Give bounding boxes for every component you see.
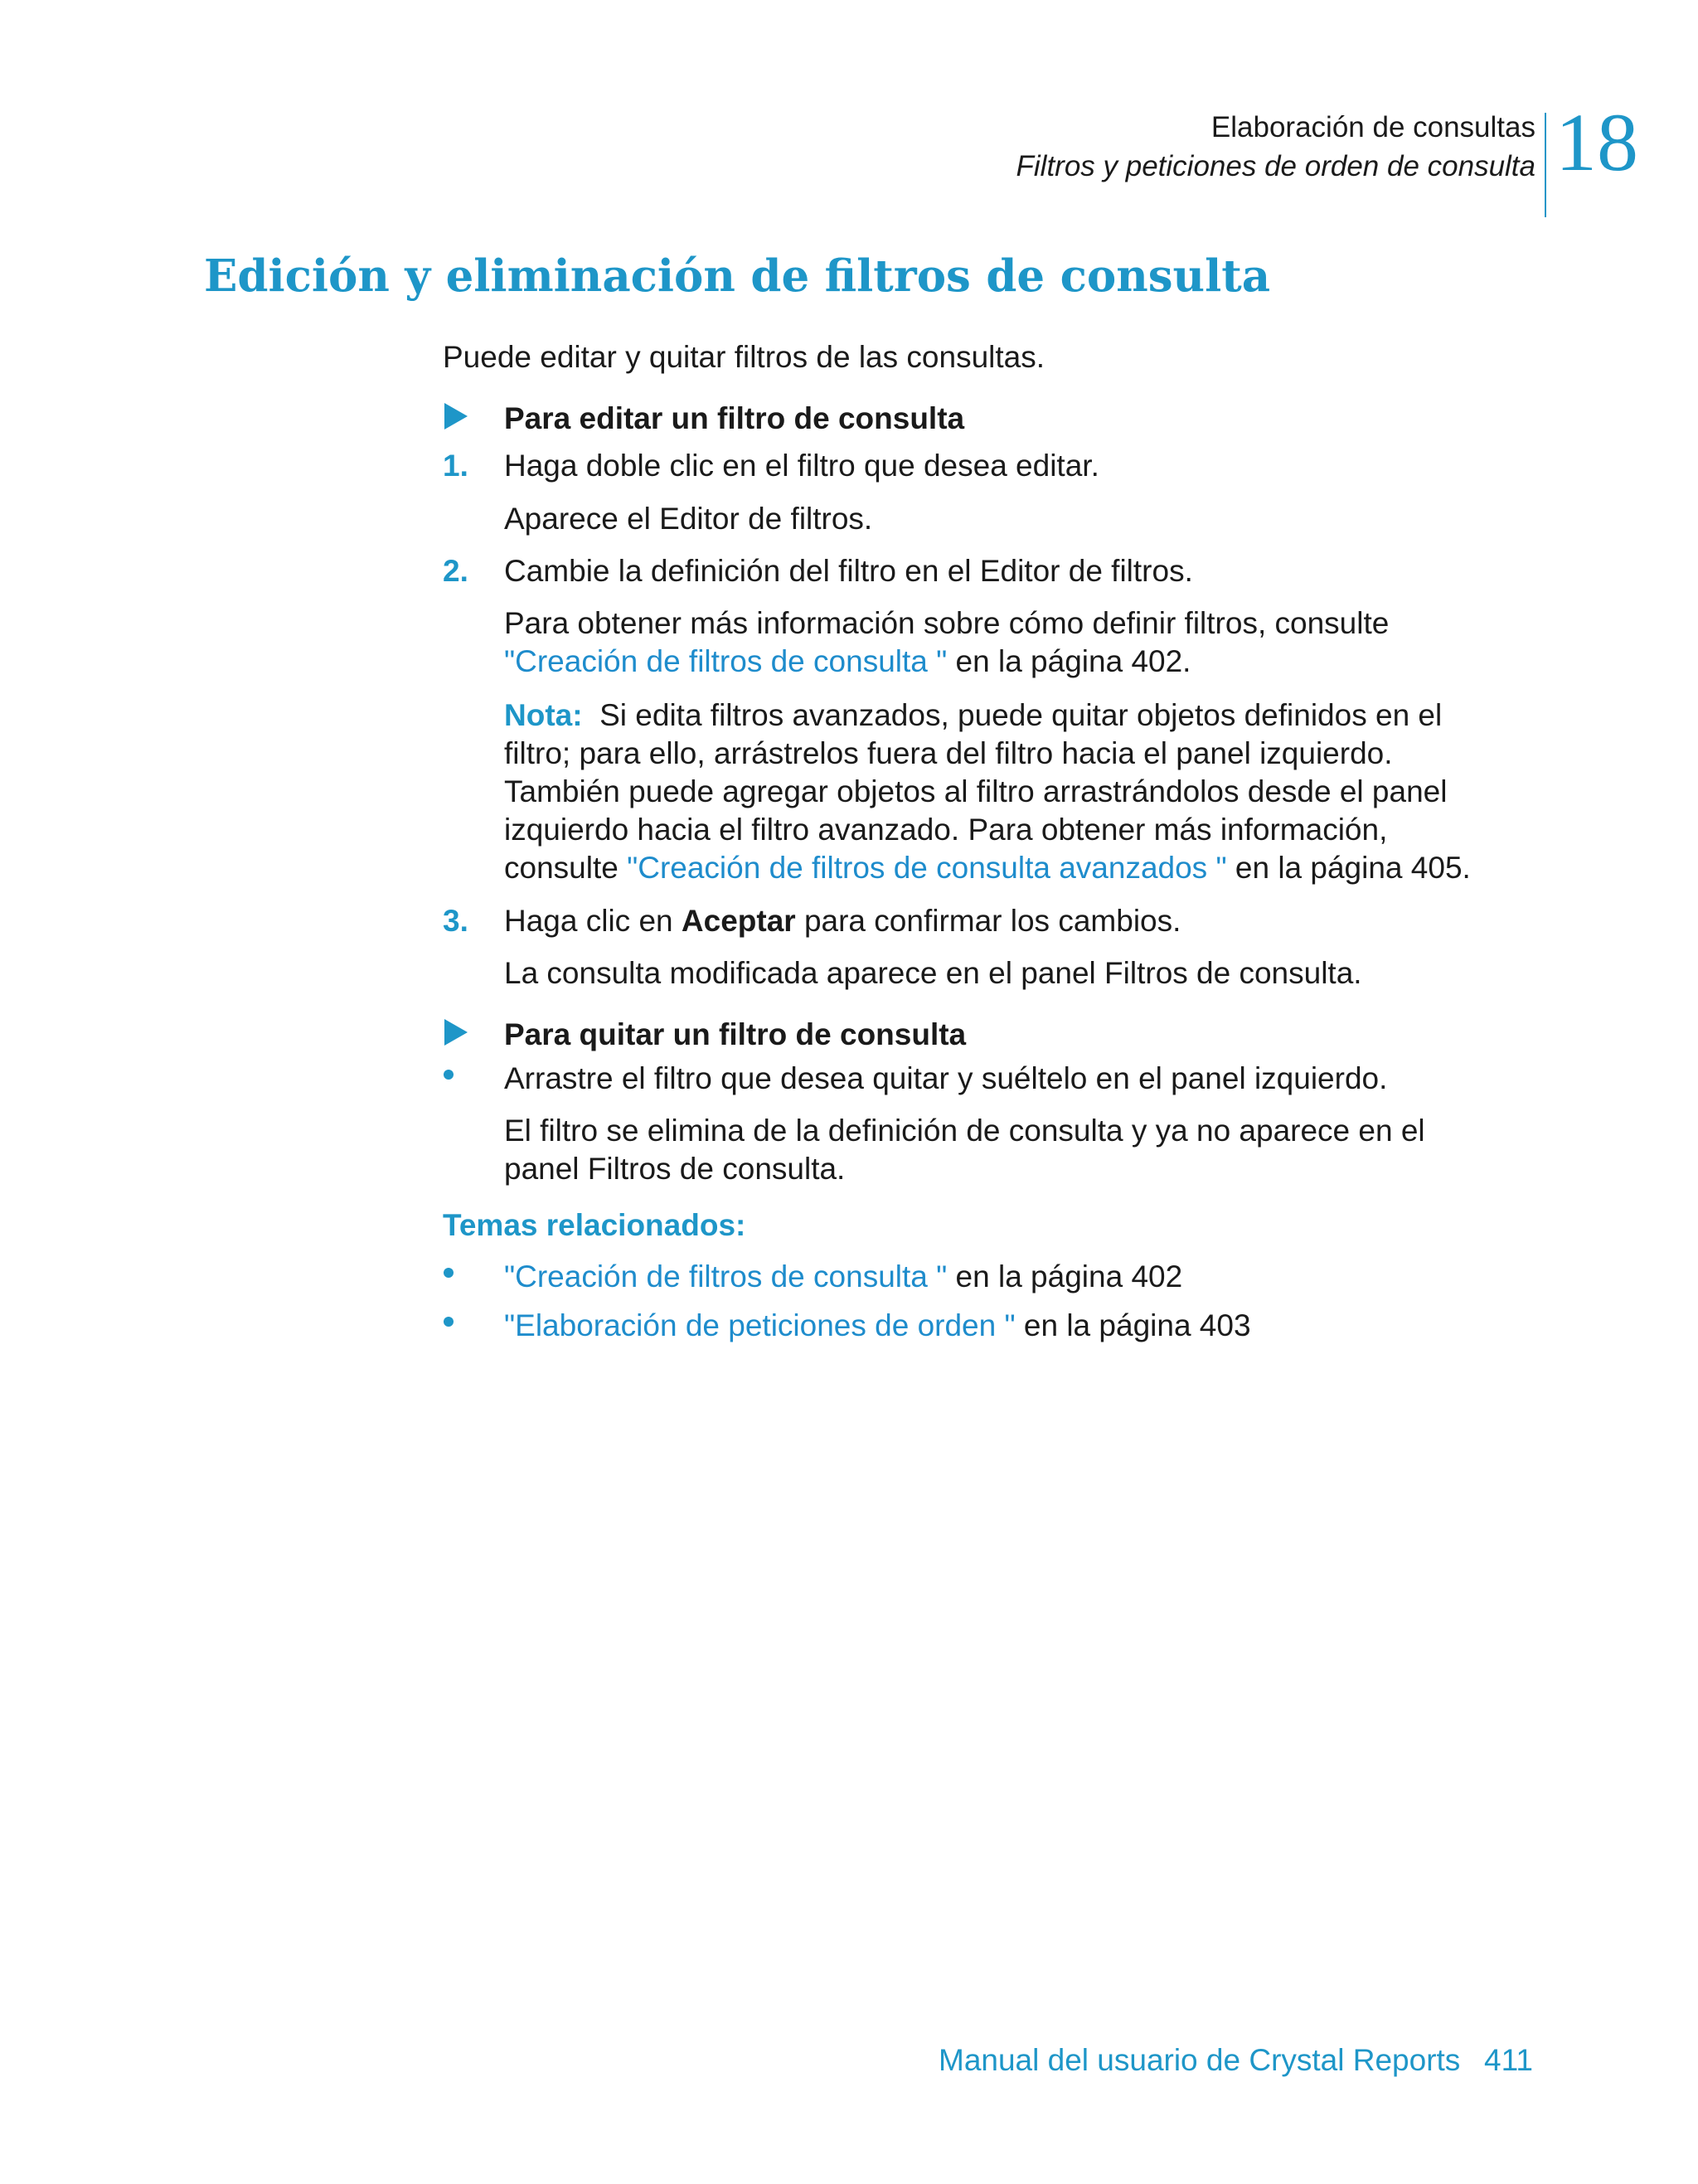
header-divider [1545, 113, 1546, 217]
bullet-icon [444, 1268, 454, 1278]
step-2-text: Cambie la definición del filtro en el Editor de filtros. [504, 554, 1193, 588]
related-link-2[interactable]: "Elaboración de peticiones de orden " [504, 1308, 1016, 1342]
section-heading: Edición y eliminación de filtros de consulta [204, 250, 1271, 302]
remove-bullet-text: Arrastre el filtro que desea quitar y suéltelo en el panel izquierdo. [504, 1061, 1388, 1095]
edit-procedure-title: Para editar un filtro de consulta [504, 401, 965, 435]
footer-manual-title: Manual del usuario de Crystal Reports [939, 2043, 1461, 2077]
procedure-triangle-icon [444, 403, 468, 430]
step-3-text [504, 902, 1181, 940]
header-chapter-title: Elaboración de consultas [1210, 111, 1535, 143]
step-2-info-ref [504, 643, 1191, 681]
step-1-text: Haga doble clic en el filtro que desea editar. [504, 449, 1099, 483]
note-line-3: También puede agregar objetos al filtro arrastrándolos desde el panel [504, 774, 1448, 808]
note-line-2: filtro; para ello, arrástrelos fuera del filtro hacia el panel izquierdo. [504, 736, 1393, 770]
intro-paragraph: Puede editar y quitar filtros de las consultas. [443, 340, 1045, 374]
chapter-number: 18 [1555, 96, 1638, 188]
header-section-subtitle: Filtros y peticiones de orden de consulta [1016, 150, 1535, 182]
step-1-result: Aparece el Editor de filtros. [504, 502, 873, 536]
step-3-text-post: para confirmar los cambios. [795, 904, 1181, 938]
note-label: Nota: [504, 698, 583, 732]
link-creacion-filtros[interactable]: "Creación de filtros de consulta " [504, 644, 948, 678]
page-reference: en la página 403 [1015, 1308, 1251, 1342]
step-3-text-pre: Haga clic en [504, 904, 682, 938]
page-reference: en la página 402 [947, 1259, 1183, 1293]
note-line-1 [504, 696, 1442, 735]
step-number-2: 2. [443, 554, 468, 588]
page-reference: en la página 405. [1226, 851, 1471, 885]
related-topics-heading: Temas relacionados: [443, 1208, 746, 1242]
page-reference: en la página 402. [947, 644, 1191, 678]
note-line-4: izquierdo hacia el filtro avanzado. Para obtener más información, [504, 813, 1388, 847]
note-text: Si edita filtros avanzados, puede quitar objetos definidos en el [599, 698, 1443, 732]
procedure-triangle-icon [444, 1019, 468, 1046]
remove-procedure-title: Para quitar un filtro de consulta [504, 1017, 967, 1051]
footer-page-number: 411 [1484, 2043, 1533, 2077]
step-3-result: La consulta modificada aparece en el panel Filtros de consulta. [504, 956, 1362, 990]
related-link-1[interactable]: "Creación de filtros de consulta " [504, 1259, 948, 1293]
related-item-1 [504, 1258, 1182, 1296]
related-item-2 [504, 1307, 1251, 1345]
aceptar-label: Aceptar [681, 904, 796, 938]
note-prefix: consulte [504, 851, 628, 885]
remove-result-line-1: El filtro se elimina de la definición de consulta y ya no aparece en el [504, 1114, 1425, 1148]
step-2-info-line: Para obtener más información sobre cómo definir filtros, consulte [504, 606, 1390, 640]
bullet-icon [444, 1317, 454, 1327]
step-number-1: 1. [443, 449, 468, 483]
note-line-5 [504, 849, 1471, 887]
step-number-3: 3. [443, 904, 468, 938]
remove-result-line-2: panel Filtros de consulta. [504, 1152, 846, 1186]
bullet-icon [444, 1070, 454, 1080]
link-creacion-filtros-avanzados[interactable]: "Creación de filtros de consulta avanzados " [627, 851, 1227, 885]
